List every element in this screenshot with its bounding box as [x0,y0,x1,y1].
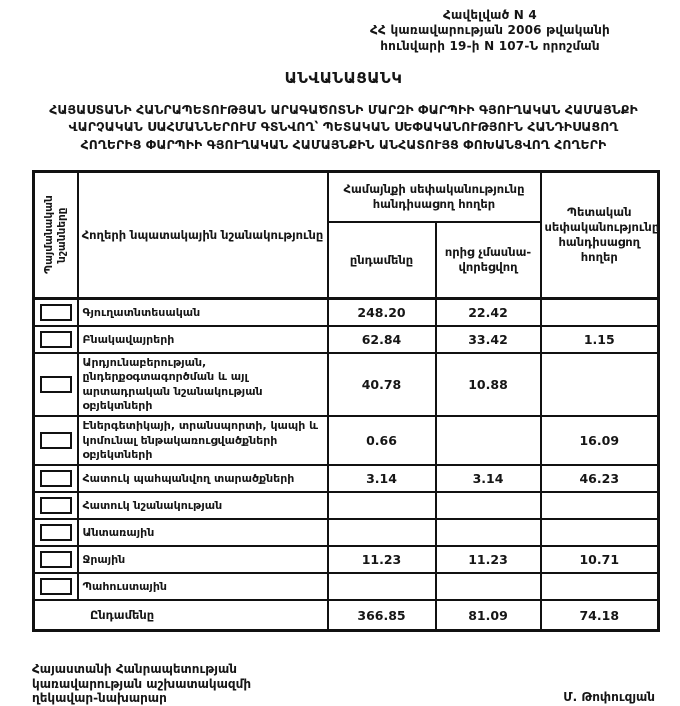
official-title-block [32,662,251,706]
row-state-value [541,299,659,327]
header-group-row [34,172,659,223]
header-state-owned: Պետական սեփականությունը հանդիսացող հողեր [541,172,659,299]
row-state-value [541,519,659,546]
header-non-privatized-subcolumn: որից չմասնա-վորեցվող [436,222,541,299]
row-label: Արդյունաբերության, ընդերքօգտագործման և այլ արտադրական նշանակության օբյեկտների [78,353,328,416]
row-non-privatized-value: 11.23 [436,546,541,573]
row-total-value [328,492,436,519]
row-state-value: 16.09 [541,416,659,465]
row-non-privatized-value: 3.14 [436,465,541,492]
row-label: Հատուկ պահպանվող տարածքների [78,465,328,492]
table-row-special-purpose [34,492,659,519]
header-legend-symbols [34,172,78,299]
header-community-owned-group: Համայնքի սեփականությունը հանդիսացող հողեր [328,172,541,223]
row-non-privatized-value [436,573,541,600]
total-row-non-privatized-value: 81.09 [436,600,541,631]
legend-box-icon [40,470,72,487]
table-row-energy-transport [34,416,659,465]
row-total-value [328,519,436,546]
land-categories-table [32,170,660,632]
row-total-value: 3.14 [328,465,436,492]
row-label: Գյուղատնտեսական [78,299,328,327]
row-non-privatized-value: 22.42 [436,299,541,327]
row-non-privatized-value [436,416,541,465]
legend-box-icon [40,524,72,541]
legend-box-icon [40,578,72,595]
row-label: Էներգետիկայի, տրանսպորտի, կապի և կոմունալ ենթակառուցվածքների օբյեկտների [78,416,328,465]
row-label: Պահուստային [78,573,328,600]
row-label: Բնակավայրերի [78,326,328,353]
legend-box-icon [40,551,72,568]
table-row-industrial [34,353,659,416]
appendix-block [325,8,655,54]
appendix-line: հունվարի 19-ի N 107-Ն որոշման [380,38,600,53]
document-subtitle [32,101,655,153]
header-land-designation: Հողերի նպատակային նշանակությունը [78,172,328,299]
header-total-subcolumn: ընդամենը [328,222,436,299]
row-total-value: 0.66 [328,416,436,465]
legend-box-icon [40,376,72,393]
legend-box-icon [40,432,72,449]
row-state-value: 1.15 [541,326,659,353]
row-label: Անտառային [78,519,328,546]
row-total-value: 11.23 [328,546,436,573]
legend-box-icon [40,304,72,321]
row-label: Ջրային [78,546,328,573]
total-row-state-value: 74.18 [541,600,659,631]
legend-cell [34,573,78,600]
legend-cell [34,492,78,519]
legend-cell [34,416,78,465]
table-row-water [34,546,659,573]
table-row-forest [34,519,659,546]
page-title: ԱՆՎԱՆԱՑԱՆԿ [284,69,403,88]
header-legend-symbols-label: Պայմանական նշանները [42,195,68,275]
signature-block [32,662,655,706]
legend-cell [34,546,78,573]
table-header [34,172,659,299]
official-title-line: կառավարության աշխատակազմի [32,676,252,691]
row-state-value: 46.23 [541,465,659,492]
row-state-value: 10.71 [541,546,659,573]
legend-cell [34,353,78,416]
row-total-value: 40.78 [328,353,436,416]
legend-cell [34,326,78,353]
legend-cell [34,519,78,546]
legend-box-icon [40,331,72,348]
subtitle-line: ՎԱՐՉԱԿԱՆ ՍԱՀՄԱՆՆԵՐՈՒՄ ԳՏՆՎՈՂ՝ ՊԵՏԱԿԱՆ ՍԵՓԱԿԱՆՈՒԹՅՈՒՆ ՀԱՆԴԻՍԱՑՈՂ [68,119,619,135]
legend-box-icon [40,497,72,514]
row-total-value [328,573,436,600]
row-state-value [541,353,659,416]
row-state-value [541,492,659,519]
appendix-line: Հավելված N 4 [443,8,537,22]
row-non-privatized-value: 10.88 [436,353,541,416]
row-total-value: 62.84 [328,326,436,353]
legend-cell [34,299,78,327]
appendix-line: ՀՀ կառավարության 2006 թվականի [370,23,610,38]
official-title-line: ղեկավար-նախարար [32,691,167,706]
row-label: Հատուկ նշանակության [78,492,328,519]
row-non-privatized-value [436,492,541,519]
subtitle-line: ՀԱՅԱՍՏԱՆԻ ՀԱՆՐԱՊԵՏՈՒԹՅԱՆ ԱՐԱԳԱԾՈՏՆԻ ՄԱՐԶԻ ՓԱՐՊԻԻ ԳՅՈՒՂԱԿԱՆ ՀԱՄԱՅՆՔԻ [49,102,638,118]
table-row-protected-areas [34,465,659,492]
table-body [34,299,659,631]
row-non-privatized-value: 33.42 [436,326,541,353]
signature-name: Մ. Թոփուզյան [563,690,655,705]
subtitle-line: ՀՈՂԵՐԻՑ ՓԱՐՊԻԻ ԳՅՈՒՂԱԿԱՆ ՀԱՄԱՅՆՔԻՆ ԱՆՀԱՏՈՒՅՑ ՓՈԽԱՆՑՎՈՂ ՀՈՂԵՐԻ [80,136,607,152]
legend-cell [34,465,78,492]
table-row-settlements [34,326,659,353]
official-title-line: Հայաստանի Հանրապետության [32,662,237,677]
row-non-privatized-value [436,519,541,546]
table-row-reserve [34,573,659,600]
table-row-agricultural [34,299,659,327]
table-row-grand-total [34,600,659,631]
total-row-label: Ընդամենը [34,600,328,631]
row-total-value: 248.20 [328,299,436,327]
total-row-total-value: 366.85 [328,600,436,631]
row-state-value [541,573,659,600]
